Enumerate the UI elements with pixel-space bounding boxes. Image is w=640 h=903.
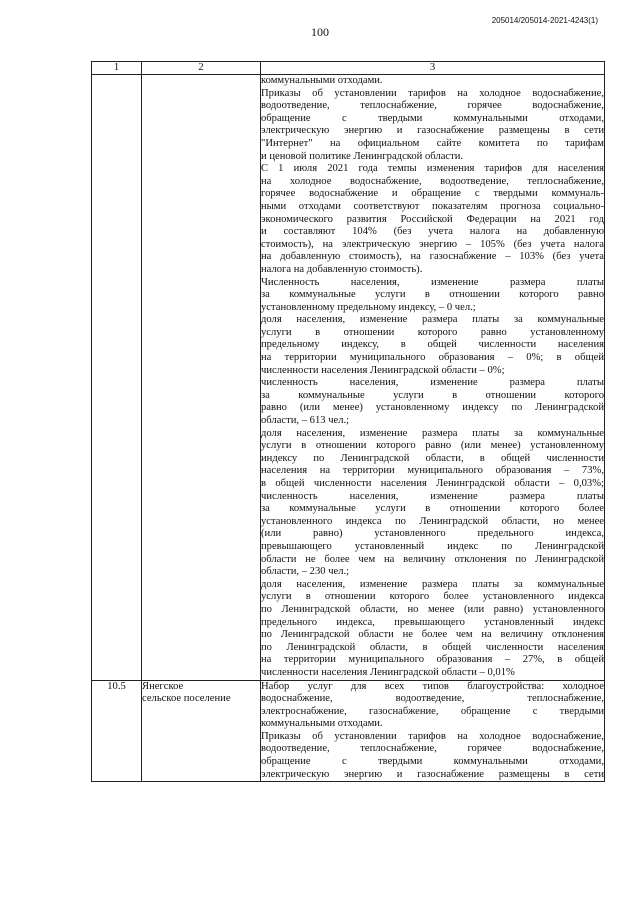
text-line: водоотведение, теплоснабжение, горячее водоснабжение, [261,100,604,112]
text-line: электрическую энергию и газоснабжение размещены в сети [261,768,604,780]
tariff-text-cell [261,75,605,681]
text-line: водоотведение, теплоснабжение, горячее водоснабжение, [261,743,604,755]
column-header-2: 2 [142,62,261,75]
text-line: установленному предельному индексу, – 0 чел.; [261,301,476,313]
text-line: Набор услуг для всех типов благоустройства: холодное [261,680,604,692]
text-line: услуги в отношении которого равно (или менее) установленному [261,440,604,452]
text-line: численности населения Ленинградской области – 0%; [261,364,505,376]
text-line: установленного индекса по Ленинградской области, но менее [261,515,604,527]
text-line: Численность населения, изменение размера платы [261,276,604,288]
text-line: по Ленинградской области, в общей численности населения [261,641,604,653]
settlement-name-cell [142,680,261,782]
text-line: стоимость), на электрическую энергию – 105% (без учета налога [261,238,604,250]
text-line: предельному индексу, в общей численности населения [261,339,604,351]
text-line: коммунальными отходами. [261,75,383,86]
row-number-cell [92,75,142,681]
text-line: за коммунальные услуги в отношении которого более [261,503,604,515]
tariff-table [91,61,605,782]
text-line: доля населения, изменение размера платы за коммунальные [261,314,604,326]
text-line: на добавленную стоимость), на газоснабжение – 103% (без учета [261,251,604,263]
text-line: численность населения, изменение размера платы [261,377,604,389]
text-line: услуги в отношении которого более установленного индекса [261,591,604,603]
text-line: электроснабжение, газоснабжение, обращение с твердыми [261,705,604,717]
text-line: водоснабжение, водоотведение, теплоснабжение, [261,693,604,705]
text-line: Приказы об установлении тарифов на холодное водоснабжение, [261,730,604,742]
text-line: населения на территории муниципального образования – 73%, [261,465,604,477]
text-line: численности населения Ленинградской области – 0,01% [261,666,515,678]
text-line: области, – 230 чел.; [261,566,350,578]
text-line: обращение с твердыми коммунальными отходами, [261,756,604,768]
text-line: экономического развития Российской Федерации на 2021 год [261,213,604,225]
text-line: доля населения, изменение размера платы за коммунальные [261,578,604,590]
text-line: услуги в отношении которого равно установленному [261,326,604,338]
column-header-3: 3 [261,62,605,75]
text-line: по Ленинградской области не более чем на величину отклонения [261,629,604,641]
row-number-cell: 10.5 [92,680,142,782]
table-row-10-5 [92,680,605,782]
text-line: "Интернет" на официальном сайте комитета по тарифам [261,137,604,149]
text-line: доля населения, изменение размера платы за коммунальные [261,427,604,439]
tariff-text-cell [261,680,605,782]
text-line: коммунальными отходами. [261,718,383,730]
text-line: на территории муниципального образования – 27%, в общей [261,654,604,666]
document-number: 205014/205014-2021-4243(1) [491,16,598,25]
text-line: обращение с твердыми коммунальными отходами, [261,112,604,124]
settlement-name-line-2: сельское поселение [142,693,231,705]
text-line: горячее водоснабжение и обращение с твердыми коммуналь- [261,188,604,200]
settlement-name-line-1: Янегское [142,680,184,692]
text-line: С 1 июля 2021 года темпы изменения тарифов для населения [261,163,604,175]
text-line: ными отходами соответствуют показателям прогноза социально- [261,200,604,212]
text-line: налога на добавленную стоимость). [261,263,423,275]
text-line: равно (или менее) установленному индексу по Ленинградской [261,402,604,414]
text-line: предельного индекса, превышающего установленный индекс [261,616,604,628]
table-header-row [92,62,605,75]
column-header-1: 1 [92,62,142,75]
text-line: индексу по Ленинградской области, в общей численности [261,452,604,464]
text-line: и составляют 104% (без учета налога на добавленную [261,226,604,238]
settlement-name-cell [142,75,261,681]
text-line: за коммунальные услуги в отношении которого равно [261,289,604,301]
page-number: 100 [311,25,329,39]
table-row-continued [92,75,605,681]
text-line: на холодное водоснабжение, водоотведение, теплоснабжение, [261,175,604,187]
text-line: по Ленинградской области, но менее (или равно) установленного [261,603,604,615]
text-line: в общей численности населения Ленинградской области – 0,03%; [261,478,604,489]
text-line: Приказы об установлении тарифов на холодное водоснабжение, [261,87,604,99]
text-line: и ценовой политике Ленинградской области. [261,150,464,162]
text-line: на территории муниципального образования – 0%; в общей [261,352,604,364]
text-line: превышающего установленный индекс по Ленинградской [261,540,604,552]
text-line: области, – 613 чел.; [261,415,350,427]
text-line: численность населения, изменение размера платы [261,490,604,502]
text-line: за коммунальные услуги в отношении которого [261,389,604,401]
text-line: области не более чем на величину отклонения по Ленинградской [261,553,604,565]
text-line: электрическую энергию и газоснабжение размещены в сети [261,125,604,137]
text-line: (или равно) установленного предельного индекса, [261,528,604,540]
